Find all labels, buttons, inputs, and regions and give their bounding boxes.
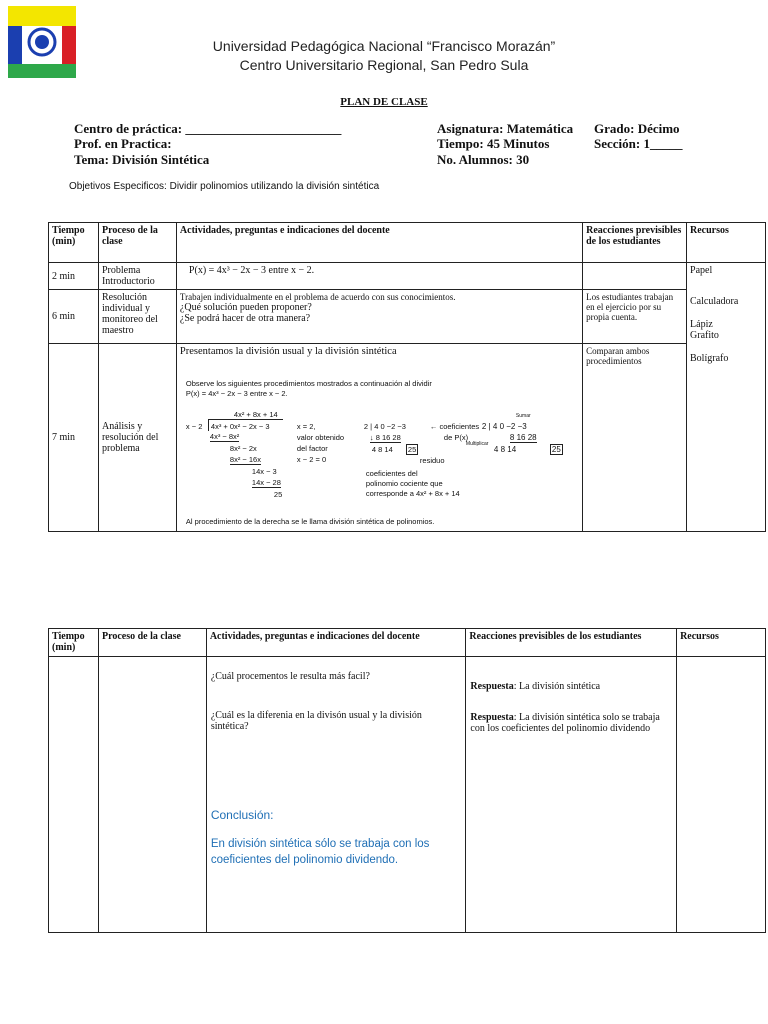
profesor: Prof. en Practica: [74,136,172,151]
t2-actividades [206,657,466,933]
row3-reacciones: Comparan ambos procedimientos [583,344,687,532]
asignatura: Asignatura: Matemática [437,121,574,136]
row1-proceso: Problema Introductorio [98,263,176,290]
header-actividades: Actividades, preguntas e indicaciones del docente [176,223,582,263]
row2-tiempo: 6 min [49,290,99,344]
recursos-cell [687,263,766,532]
respuesta-2 [470,712,672,734]
cociente-line2: polinomio cociente que [365,479,443,488]
note3: del factor [296,444,328,453]
header-reacciones: Reacciones previsibles de los estudiantes [583,223,687,263]
header-proceso: Proceso de la clase [98,223,176,263]
row1-tiempo: 2 min [49,263,99,290]
seccion: Sección: 1_____ [594,136,683,151]
step1: 4x³ − 8x² [209,432,240,441]
syn-row1: 2 | 4 0 −2 −3 [363,422,406,431]
plan-table-1 [48,222,766,532]
recurso-papel: Papel [690,265,713,276]
right-row1: 2 | 4 0 −2 −3 [481,422,527,431]
step3: 8x² − 16x [229,455,261,464]
residuo-label: residuo [419,456,445,465]
right-row2: 8 16 28 [509,433,537,442]
row2-actividad-line3: ¿Se podrá hacer de otra manera? [179,313,311,324]
cociente-line1: coeficientes del [365,469,418,478]
step4: 14x − 3 [251,467,277,476]
row3-actividad-title: Presentamos la división usual y la división sintética [179,346,397,357]
proc-footer: Al procedimiento de la derecha se le llama división sintética de polinomios. [185,517,435,526]
question-2: ¿Cuál es la diferenia en la divisón usual y la división sintética? [210,710,422,732]
note4: x − 2 = 0 [296,455,327,464]
row2-actividad-line1: Trabajen individualmente en el problema de acuerdo con sus conocimientos. [179,292,456,302]
row1-actividad: P(x) = 4x³ − 2x − 3 entre x − 2. [176,263,582,290]
campus-name: Centro Universitario Regional, San Pedro Sula [239,57,529,73]
row3-tiempo: 7 min [49,344,99,532]
syn-row3: 4 8 14 [371,445,393,454]
t2-reacciones [466,657,677,933]
note2: valor obtenido [296,433,345,442]
proc-intro-1: Observe los siguientes procedimientos mostrados a continuación al dividir [185,379,432,388]
row3-proceso: Análisis y resolución del problema [98,344,176,532]
row2-actividad-line2: ¿Qué solución pueden proponer? [179,302,312,313]
syn-remainder: 25 [407,445,417,454]
proc-intro-2: P(x) = 4x³ − 2x − 3 entre x − 2. [185,389,288,398]
recurso-boligrafo: Bolígrafo [690,353,729,364]
multiplicar-label: Multiplicar [465,441,489,447]
right-row3: 4 8 14 [493,445,517,454]
row1-reacciones [583,263,687,290]
step6: 25 [273,490,283,499]
question-1: ¿Cuál procementos le resulta más facil? [210,671,370,682]
recurso-calculadora: Calculadora [690,296,739,307]
row2-proceso: Resolución individual y monitoreo del maestro [98,290,176,344]
syn-coef-label: ← coeficientes [429,422,480,431]
t2-proceso [98,657,206,933]
syn-coef-label2: de P(x) [443,433,469,442]
t2-header-tiempo: Tiempo (min) [49,629,99,657]
plan-title: PLAN DE CLASE [340,96,428,108]
recurso-lapiz: Lápiz Grafito [690,319,719,341]
dividend: 4x³ + 0x² − 2x − 3 [210,422,270,431]
divisor: x − 2 [185,422,203,431]
row2-reacciones: Los estudiantes trabajan en el ejercicio por su propia cuenta. [583,290,687,344]
t2-tiempo [49,657,99,933]
t2-header-recursos: Recursos [677,629,766,657]
t2-header-actividades: Actividades, preguntas e indicaciones del docente [206,629,466,657]
step5: 14x − 28 [251,478,281,487]
objetivos: Objetivos Especificos: Dividir polinomios utilizando la división sintética [69,181,380,192]
respuesta-2-text: : La división sintética solo se trabaja con los coeficientes del polinomio dividendo [470,712,660,734]
right-remainder: 25 [551,445,561,454]
conclusion-text: En división sintética sólo se trabaja con los coeficientes del polinomio dividendo. [210,838,430,866]
university-name: Universidad Pedagógica Nacional “Francisco Morazán” [212,38,556,54]
grado: Grado: Décimo [594,121,680,136]
respuesta-2-label: Respuesta [470,712,514,723]
plan-table-2 [48,628,766,933]
cociente-line3: corresponde a 4x² + 8x + 14 [365,489,460,498]
step2: 8x² − 2x [229,444,257,453]
t2-header-reacciones: Reacciones previsibles de los estudiantes [466,629,677,657]
sumar-label: Sumar [515,413,531,419]
quotient: 4x² + 8x + 14 [233,410,278,419]
row2-actividad [176,290,582,344]
respuesta-1 [470,681,672,692]
respuesta-1-text: : La división sintética [513,681,601,692]
tiempo: Tiempo: 45 Minutos [437,136,550,151]
syn-row2: ↓ 8 16 28 [369,433,401,442]
t2-header-proceso: Proceso de la clase [98,629,206,657]
alumnos: No. Alumnos: 30 [437,152,530,167]
respuesta-1-label: Respuesta [470,681,514,692]
conclusion-title: Conclusión: [210,808,274,822]
t2-recursos [677,657,766,933]
row3-actividad [176,344,582,532]
note1: x = 2, [296,422,316,431]
tema: Tema: División Sintética [74,152,210,167]
header-tiempo: Tiempo (min) [49,223,99,263]
header-recursos: Recursos [687,223,766,263]
division-procedure [180,357,579,529]
centro-practica: Centro de práctica: ________________________ [74,121,342,136]
